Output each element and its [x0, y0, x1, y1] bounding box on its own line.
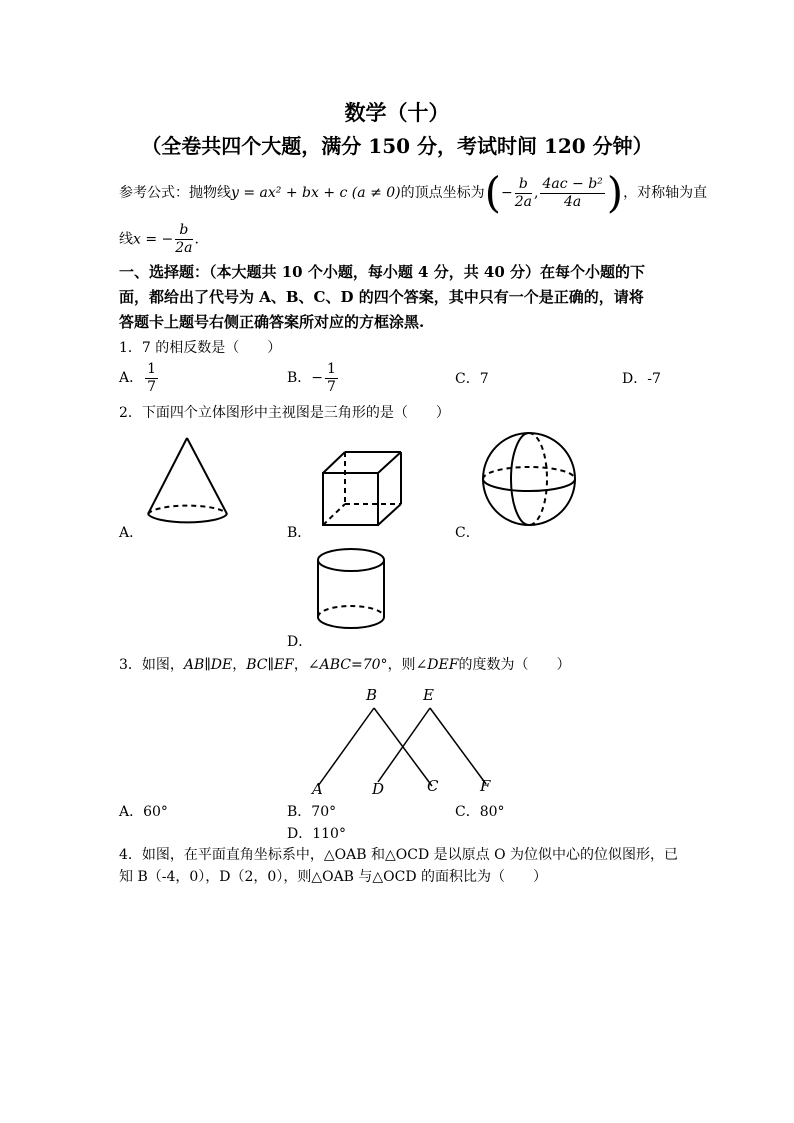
cone-figure [140, 434, 235, 530]
formula-line-2 [119, 222, 199, 257]
line-ed [378, 708, 430, 782]
formula-axis-text: ，对称轴为直 [623, 185, 708, 201]
q1-b-fraction: $\frac{1}{7}$ [327, 360, 336, 395]
formula-equation: y = ax² + bx + c (a ≠ 0) [231, 185, 401, 201]
angle-abc: ∠ABC=70° [307, 657, 388, 673]
q3-option-c: C．80° [455, 804, 505, 820]
point-label-f: F [480, 777, 491, 795]
axis-fraction: $\frac{b}{2a}$ [175, 222, 193, 256]
formula-line-1 [119, 168, 708, 217]
cube-figure [318, 448, 406, 530]
parallel-lines-figure [300, 682, 510, 798]
page-title: 数学（十） [344, 100, 450, 125]
q3-option-a: A．60° [119, 804, 168, 820]
vertex-comma: , [534, 185, 539, 201]
sphere-figure [478, 430, 580, 528]
formula-middle: 的顶点坐标为 [400, 185, 485, 201]
point-label-b: B [366, 686, 378, 704]
point-label-e: E [423, 686, 434, 704]
formula-line2-prefix: 线 [119, 231, 133, 248]
vertex-minus: − [501, 185, 513, 201]
axis-equation: x = − [133, 231, 174, 248]
q1-a-fraction: $\frac{1}{7}$ [147, 360, 157, 395]
q1-option-d: D．-7 [622, 371, 661, 387]
q3-stem: 3．如图，AB∥DE，BC∥EF，∠ABC=70°，则∠DEF的度数为（ ） [119, 657, 571, 673]
q1-option-a: A． $\frac{1}{7}$ [119, 360, 157, 395]
q2-option-b: B． [287, 525, 312, 541]
right-paren: ) [606, 168, 624, 217]
bc-parallel-ef: BC∥EF [246, 657, 294, 673]
q2-option-a: A． [119, 525, 144, 541]
vertex-y-fraction: $\frac{\text{4ac − b²}}{4a}$ [542, 175, 603, 210]
q4-line-1: 4．如图，在平面直角坐标系中，△OAB 和△OCD 是以原点 O 为位似中心的位似图形，已 [119, 847, 679, 863]
point-label-d: D [372, 780, 385, 798]
angle-def: ∠DEF [415, 657, 459, 673]
q3-option-d: D．110° [287, 826, 346, 842]
point-label-c: C [427, 777, 439, 795]
q2-option-d: D． [287, 634, 313, 650]
formula-prefix: 参考公式：抛物线 [119, 185, 231, 201]
section1-line-3: 答题卡上题号右侧正确答案所对应的方框涂黑. [119, 313, 425, 331]
point-label-a: A [312, 780, 323, 798]
ab-parallel-de: AB∥DE [183, 657, 233, 673]
section1-line-2: 面，都给出了代号为 A、B、C、D 的四个答案，其中只有一个是正确的，请将 [119, 288, 644, 306]
q4-line-2: 知 B（-4，0），D（2，0），则△OAB 与△OCD 的面积比为（ ） [119, 869, 548, 885]
page-subtitle: （全卷共四个大题，满分 150 分，考试时间 120 分钟） [141, 134, 653, 158]
q1-option-c: C．7 [455, 371, 489, 387]
line-ba [318, 708, 374, 786]
q2-stem: 2．下面四个立体图形中主视图是三角形的是（ ） [119, 405, 450, 421]
line-ef [430, 708, 486, 784]
q1-stem: 1．7 的相反数是（ ） [119, 340, 282, 356]
section1-line-1: 一、选择题：（本大题共 10 个小题，每小题 4 分，共 40 分）在每个小题的下 [119, 263, 646, 281]
left-paren: ( [484, 168, 502, 217]
axis-end: . [194, 231, 199, 248]
q3-option-b: B．70° [287, 804, 337, 820]
q2-option-c: C． [455, 525, 480, 541]
vertex-x-fraction: $\frac{b}{2a}$ [514, 175, 533, 210]
q1-option-b: B．− $\frac{1}{7}$ [287, 360, 336, 395]
cylinder-figure [314, 544, 388, 636]
